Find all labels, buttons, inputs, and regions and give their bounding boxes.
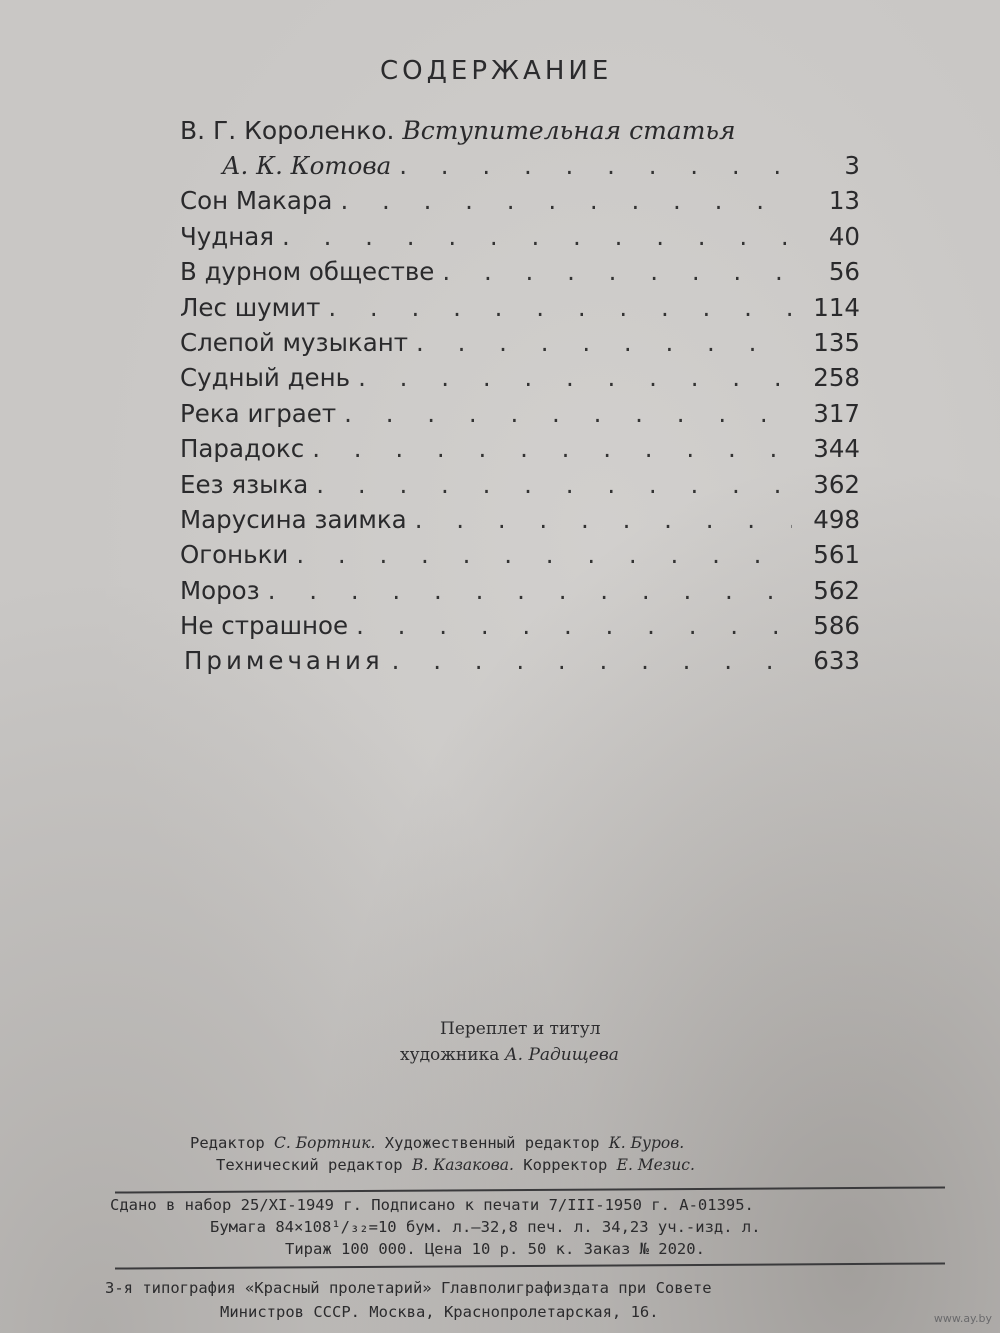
toc-dot-leader (282, 219, 792, 254)
imprint-line1: Сдано в набор 25/XI-1949 г. Подписано к печати 7/III-1950 г. А-01395. (110, 1196, 754, 1214)
print-imprint (110, 1194, 761, 1260)
toc-entry (180, 148, 860, 183)
binding-artist-name: А. Радищева (504, 1045, 619, 1065)
toc-entry-page: 561 (813, 540, 860, 570)
toc-dot-leader (416, 325, 792, 360)
toc-dot-leader (296, 537, 792, 572)
toc-dot-leader (415, 502, 792, 537)
corrector-label: Корректор (523, 1156, 608, 1174)
toc-entry-title: А. К. Котова (222, 151, 392, 180)
toc-entry-page: 362 (813, 469, 860, 499)
toc-intro-author: В. Г. Короленко. (180, 116, 395, 145)
printer-line2: Министров СССР. Москва, Краснопролетарская, 16. (220, 1303, 659, 1321)
toc-entry (180, 325, 860, 360)
toc-entry (180, 396, 860, 431)
toc-entry (180, 537, 860, 572)
binding-line1: Переплет и титул (440, 1019, 601, 1039)
editor-name: С. Бортник. (274, 1134, 376, 1152)
toc-entry-page: 258 (813, 363, 860, 393)
toc-dot-leader (268, 573, 792, 608)
watermark: www.ay.by (933, 1312, 992, 1325)
printer-info (105, 1276, 712, 1324)
toc-dot-leader (312, 431, 792, 466)
toc-dot-leader (344, 396, 792, 431)
printer-line1: 3-я типография «Красный пролетарий» Главполиграфиздата при Совете (105, 1279, 712, 1297)
toc-entry (180, 219, 860, 254)
credits-line1 (190, 1132, 695, 1154)
toc-entry-title: Судный день (180, 363, 351, 393)
toc-entry-title: Мороз (180, 575, 260, 605)
toc-entry (180, 643, 860, 678)
toc-entry-page: 13 (828, 186, 860, 216)
toc-entry-page: 40 (828, 221, 860, 251)
imprint-line2: Бумага 84×108¹/₃₂=10 бум. л.—32,8 печ. л. 34,23 уч.-изд. л. (210, 1218, 761, 1236)
toc-entry-title: Марусина заимка (180, 504, 407, 534)
editorial-credits (190, 1132, 695, 1176)
toc-entry-title: Не страшное (180, 611, 349, 641)
toc-entry (180, 290, 860, 325)
toc-entry-title: Чудная (180, 221, 275, 251)
toc-dot-leader (340, 183, 792, 218)
toc-entry-title: Примечания (184, 646, 384, 676)
toc-entry-page: 3 (844, 151, 860, 180)
toc-entry-page: 498 (813, 504, 860, 534)
toc-dot-leader (328, 290, 792, 325)
toc-intro-article: Вступительная статья (402, 116, 736, 145)
toc-dot-leader (399, 148, 792, 183)
toc-entry-title: Еез языка (180, 469, 309, 499)
toc-dot-leader (358, 360, 792, 395)
binding-credit (400, 1016, 619, 1068)
toc-entry (180, 360, 860, 395)
toc-entry (180, 608, 860, 643)
toc-entry-title: Парадокс (180, 434, 305, 464)
divider-rule (115, 1262, 945, 1269)
toc-entry-page: 586 (813, 611, 860, 641)
divider-rule (115, 1186, 945, 1193)
toc-title: СОДЕРЖАНИЕ (380, 56, 613, 86)
toc-entry-page: 344 (813, 434, 860, 464)
toc-entry-page: 114 (813, 292, 860, 322)
toc-entry (180, 573, 860, 608)
binding-line2 (400, 1042, 619, 1068)
imprint-line3: Тираж 100 000. Цена 10 р. 50 к. Заказ № 2020. (285, 1240, 705, 1258)
toc-entry-page: 317 (813, 398, 860, 428)
toc-entry-page: 56 (828, 257, 860, 287)
art-editor-label: Художественный редактор (384, 1134, 600, 1152)
tech-editor-label: Технический редактор (216, 1156, 403, 1174)
toc-entry-page: 562 (813, 575, 860, 605)
toc-entry (180, 502, 860, 537)
toc-entry-page: 135 (813, 327, 860, 357)
art-editor-name: К. Буров. (608, 1134, 685, 1152)
toc-intro-line (180, 114, 860, 148)
toc-entry (180, 467, 860, 502)
toc-entry-title: Огоньки (180, 540, 289, 570)
table-of-contents (180, 114, 860, 679)
toc-entry (180, 254, 860, 289)
corrector-name: Е. Мезис. (616, 1156, 695, 1174)
binding-artist-prefix: художника (400, 1045, 500, 1065)
editor-label: Редактор (190, 1134, 265, 1152)
toc-entry-title: Лес шумит (180, 292, 321, 322)
toc-entries (180, 148, 860, 679)
toc-entry-title: Сон Макара (180, 186, 333, 216)
toc-entry (180, 183, 860, 218)
toc-dot-leader (442, 254, 792, 289)
toc-dot-leader (356, 608, 792, 643)
toc-entry (180, 431, 860, 466)
toc-entry-title: В дурном обществе (180, 257, 435, 287)
toc-entry-title: Река играет (180, 398, 337, 428)
toc-dot-leader (392, 643, 792, 678)
toc-entry-page: 633 (813, 646, 860, 676)
tech-editor-name: В. Казакова. (411, 1156, 514, 1174)
toc-dot-leader (316, 467, 792, 502)
credits-line2 (190, 1154, 695, 1176)
toc-entry-title: Слепой музыкант (180, 327, 409, 357)
